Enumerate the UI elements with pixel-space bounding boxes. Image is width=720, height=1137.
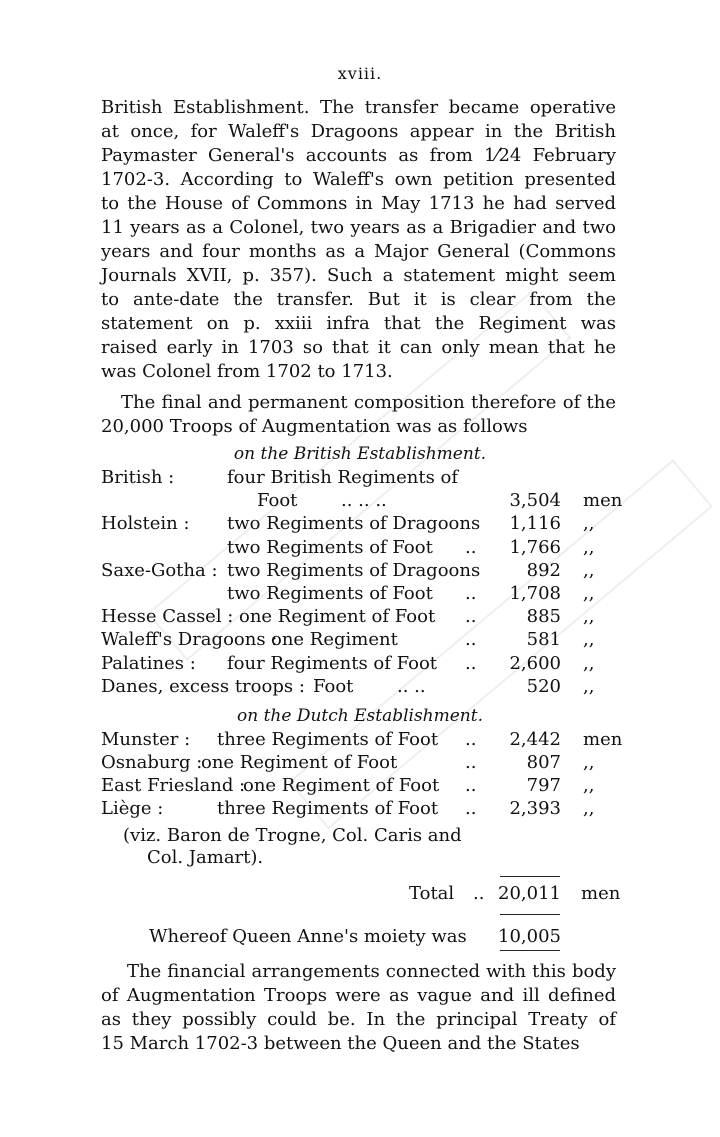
row-dots: .. (465, 629, 477, 651)
establishment-row (101, 605, 621, 629)
paragraph3-line: as they possibly could be. In the principal Treaty of (101, 1009, 616, 1030)
row-label: Liège : (101, 798, 164, 819)
row-label: Danes, excess troops : (101, 675, 305, 697)
row-number: 797 (526, 775, 561, 796)
british-establishment-heading: on the British Establishment. (233, 444, 487, 464)
row-number: 1,766 (509, 536, 561, 558)
row-description: two Regiments of Foot (227, 583, 433, 604)
row-dots: .. (465, 798, 477, 819)
establishment-row (101, 512, 621, 536)
paragraph2-line: 20,000 Troops of Augmentation was as follows (101, 416, 528, 437)
row-label: Munster : (101, 729, 191, 750)
row-unit: ,, (583, 652, 595, 674)
row-description: two Regiments of Dragoons (227, 513, 481, 535)
paragraph1-line: raised early in 1703 so that it can only mean that he (101, 337, 616, 358)
establishment-row (101, 489, 621, 513)
paragraph-transfer (101, 96, 616, 384)
paragraph3-line: The financial arrangements connected with this body (127, 961, 616, 982)
row-unit: ,, (583, 675, 595, 697)
paragraph1-line: 1702-3. According to Waleff's own petition presented (101, 169, 616, 190)
row-dots: .. .. .. (341, 490, 387, 512)
row-label: Hesse Cassel : (101, 606, 234, 628)
row-number: 3,504 (509, 490, 561, 512)
row-description: one Regiment (271, 629, 398, 651)
establishment-row (101, 728, 621, 752)
row-label: Osnaburg : (101, 752, 203, 773)
row-unit: ,, (583, 629, 595, 651)
paragraph1-line: Journals XVII, p. 357). Such a statement might seem (101, 265, 616, 286)
row-label: Palatines : (101, 652, 196, 674)
row-description: three Regiments of Foot (217, 729, 439, 750)
page-number: xviii. (337, 64, 383, 83)
paragraph1-line: Paymaster General's accounts as from 1⁄24 February (101, 145, 616, 166)
paragraph1-line: 11 years as a Colonel, two years as a Brigadier and two (101, 217, 616, 238)
establishment-row (101, 582, 621, 606)
row-unit: ,, (583, 513, 595, 535)
total-dots: .. (473, 883, 485, 904)
row-description: one Regiment of Foot (239, 606, 436, 628)
row-dots: .. (465, 775, 477, 796)
row-label: East Friesland : (101, 775, 246, 796)
paragraph1-line: statement on p. xxiii infra that the Regiment was (101, 313, 616, 334)
paragraph1-line: years and four months as a Major General (Commons (101, 241, 616, 262)
row-number: 1,708 (509, 583, 561, 604)
row-label: British : (101, 467, 175, 488)
row-dots: .. (465, 606, 477, 628)
paragraph1-line: to ante-date the transfer. But it is clear from the (101, 289, 616, 310)
row-number: 520 (526, 675, 561, 697)
row-dots: .. (465, 752, 477, 773)
paragraph1-line: at once, for Waleff's Dragoons appear in the British (101, 121, 616, 142)
row-unit: ,, (583, 606, 595, 628)
row-number: 2,442 (509, 729, 561, 750)
establishment-row (101, 675, 621, 699)
row-number: 807 (526, 752, 561, 773)
paragraph1-line: British Establishment. The transfer became operative (101, 97, 616, 118)
row-number: 2,393 (509, 798, 561, 819)
row-unit: men (583, 729, 623, 750)
establishment-row (101, 652, 621, 676)
row-unit: ,, (583, 752, 595, 773)
row-dots: .. (465, 729, 477, 750)
row-description: two Regiments of Foot (227, 536, 433, 558)
row-number: 581 (526, 629, 561, 651)
row-label: Holstein : (101, 513, 190, 535)
total-label: Total (409, 883, 455, 904)
dutch-establishment-heading: on the Dutch Establishment. (236, 706, 483, 726)
row-number: 1,116 (509, 513, 561, 535)
row-number: 2,600 (509, 652, 561, 674)
moiety-row (101, 925, 621, 949)
row-description: three Regiments of Foot (217, 798, 439, 819)
row-number: 885 (526, 606, 561, 628)
total-value: 20,011 (498, 883, 561, 904)
paragraph3-line: of Augmentation Troops were as vague and ill defined (101, 985, 616, 1006)
row-dots: .. .. (397, 675, 426, 697)
paragraph1-line: to the House of Commons in May 1713 he had served (101, 193, 616, 214)
establishment-row (101, 628, 621, 652)
row-unit: men (583, 490, 623, 512)
row-dots: .. (465, 652, 477, 674)
row-label: Saxe-Gotha : (101, 559, 218, 581)
row-description: Foot (257, 490, 298, 512)
total-rule-bottom (500, 914, 560, 915)
moiety-value: 10,005 (498, 926, 561, 947)
establishment-row (101, 751, 621, 775)
establishment-row (101, 466, 621, 490)
row-description: four British Regiments of (227, 467, 459, 488)
row-label: Waleff's Dragoons : (101, 629, 278, 651)
establishment-row (101, 559, 621, 583)
establishment-row (101, 536, 621, 560)
row-unit: ,, (583, 798, 595, 819)
row-description: Foot (313, 675, 354, 697)
row-unit: ,, (583, 559, 595, 581)
row-description: one Regiment of Foot (243, 775, 440, 796)
viz-line-2: Col. Jamart). (147, 847, 264, 868)
row-unit: ,, (583, 583, 595, 604)
total-row (101, 882, 621, 906)
row-number: 892 (526, 559, 561, 581)
moiety-label: Whereof Queen Anne's moiety was (149, 926, 467, 947)
paragraph-composition (101, 391, 616, 439)
total-rule-top (500, 876, 560, 877)
row-dots: .. (465, 583, 477, 604)
row-description: one Regiment of Foot (201, 752, 398, 773)
total-unit: men (581, 883, 621, 904)
moiety-rule (500, 950, 560, 951)
row-unit: ,, (583, 536, 595, 558)
viz-line-1: (viz. Baron de Trogne, Col. Caris and (123, 825, 462, 846)
establishment-row (101, 774, 621, 798)
paragraph-financial (101, 960, 616, 1056)
paragraph2-line: The final and permanent composition therefore of the (121, 392, 616, 413)
paragraph3-line: 15 March 1702-3 between the Queen and the States (101, 1033, 580, 1054)
row-description: four Regiments of Foot (227, 652, 438, 674)
row-unit: ,, (583, 775, 595, 796)
paragraph1-line: was Colonel from 1702 to 1713. (101, 361, 393, 382)
establishment-row (101, 797, 621, 821)
row-dots: .. (465, 536, 477, 558)
row-description: two Regiments of Dragoons (227, 559, 481, 581)
